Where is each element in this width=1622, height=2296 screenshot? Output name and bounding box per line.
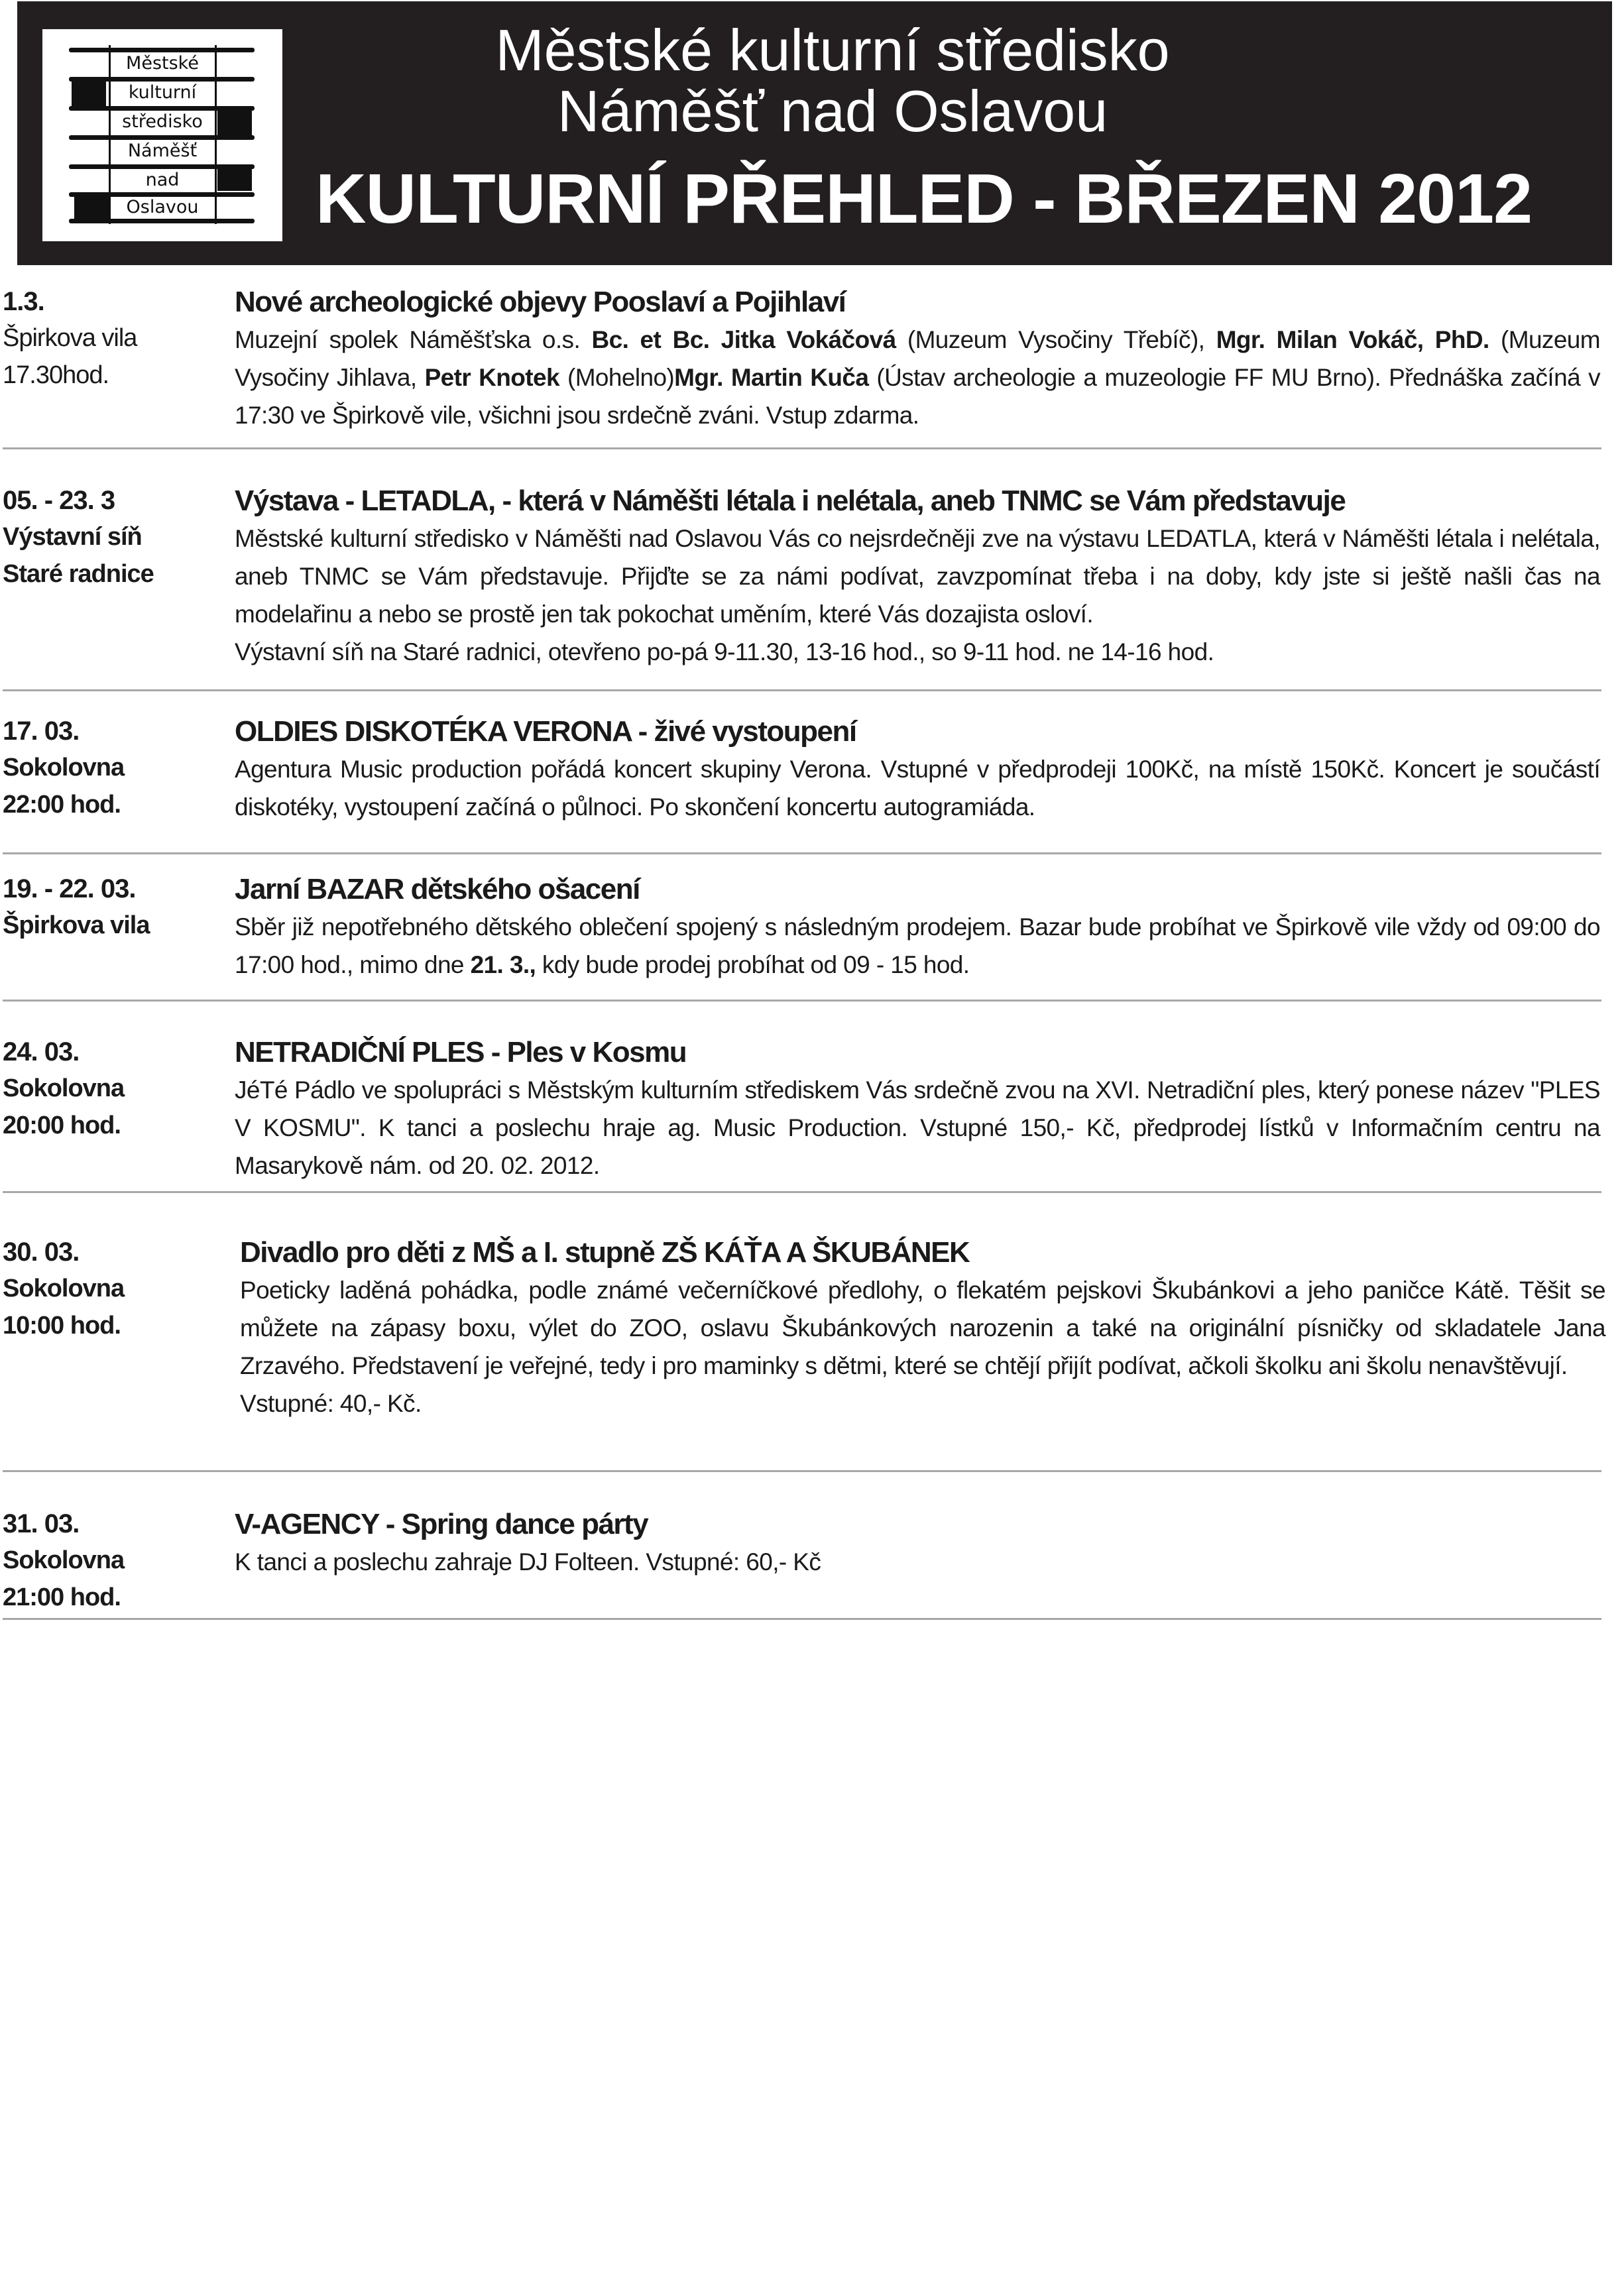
logo-word: Městské — [126, 53, 199, 74]
event-time: Staré radnice — [3, 560, 154, 588]
event-place: Sokolovna — [3, 1074, 125, 1102]
event-place: Výstavní síň — [3, 523, 142, 551]
event-title: Nové archeologické objevy Pooslaví a Pojihlaví — [235, 286, 846, 318]
event-title: Jarní BAZAR dětského ošacení — [235, 873, 640, 905]
event-date: 31. 03. — [3, 1509, 80, 1538]
event-text: (Muzeum Vysočiny Třebíč), — [896, 326, 1216, 353]
event-when-where — [3, 284, 221, 394]
event-title: NETRADIČNÍ PLES - Ples v Kosmu — [235, 1036, 687, 1068]
logo-word: kulturní — [128, 82, 197, 103]
event-paragraph — [235, 1543, 1600, 1581]
event-paragraph — [235, 750, 1600, 826]
event-description — [235, 1543, 1600, 1581]
event-divider — [3, 1000, 1601, 1002]
logo-line — [215, 45, 217, 224]
event-date: 19. - 22. 03. — [3, 874, 136, 903]
event-description — [235, 1071, 1600, 1184]
event-text: (Muzeum Vysočiny Jihlava, — [235, 326, 1600, 391]
event-divider — [3, 1618, 1601, 1620]
event-time: 21:00 hod. — [3, 1583, 121, 1611]
logo-block — [72, 80, 106, 106]
event-when-where — [3, 1234, 221, 1344]
event-when-where — [3, 1034, 221, 1144]
event-date: 05. - 23. 3 — [3, 486, 115, 515]
event-divider — [3, 1191, 1601, 1193]
logo-word: středisko — [122, 111, 203, 132]
event-description — [240, 1271, 1605, 1422]
event-text: Městské kulturní středisko v Náměšti nad Oslavou Vás co nejsrdečněji zve na výstavu LEDATLA, která v Náměšti létala i nelétala, aneb TNMC se Vám představuje. Přijďte se za námi podívat, zavzpomínat třeba i na doby, kdy jste si ještě našli čas na modelařinu a nebo se prostě jen tak pokochat uměním, které Vás dozajista osloví. — [235, 525, 1600, 628]
event-paragraph — [240, 1385, 1605, 1422]
event-place: Špirkova vila — [3, 911, 150, 939]
event-text: (Mohelno) — [559, 364, 675, 391]
logo-stripe — [69, 219, 255, 223]
event-text: Vstupné: 40,- Kč. — [240, 1390, 422, 1417]
event-description — [235, 908, 1600, 984]
logo — [42, 29, 282, 241]
event-details — [240, 1234, 1605, 1422]
event-description — [235, 321, 1600, 434]
event-details — [235, 483, 1600, 671]
logo-block — [74, 192, 109, 219]
event-time: 10:00 hod. — [3, 1312, 121, 1340]
event-date: 24. 03. — [3, 1037, 80, 1066]
event-text: Muzejní spolek Náměšťska o.s. — [235, 326, 592, 353]
logo-word: Náměšť — [127, 141, 198, 161]
event-when-where — [3, 483, 221, 593]
event-text: (Ústav archeologie a muzeologie FF MU Brno). Přednáška začíná v 17:30 ve Špirkově vile, všichni jsou srdečně zváni. Vstup zdarma. — [235, 364, 1600, 429]
event-when-where — [3, 713, 221, 823]
logo-stripe — [69, 48, 255, 52]
event-highlight: Mgr. Milan Vokáč, PhD. — [1216, 326, 1489, 353]
event-highlight: Petr Knotek — [424, 364, 559, 391]
logo-stripe — [69, 135, 255, 140]
event-when-where — [3, 1506, 221, 1616]
event-paragraph — [235, 908, 1600, 984]
event-when-where — [3, 871, 221, 944]
event-place: Sokolovna — [3, 754, 125, 781]
event-details — [235, 284, 1600, 434]
header-banner — [17, 1, 1612, 265]
event-paragraph — [235, 321, 1600, 434]
logo-word: Oslavou — [126, 197, 199, 217]
event-date: 1.3. — [3, 287, 44, 316]
logo-word: nad — [145, 170, 180, 190]
event-description — [235, 750, 1600, 826]
event-title: Divadlo pro děti z MŠ a I. stupně ZŠ KÁŤA A ŠKUBÁNEK — [240, 1236, 970, 1269]
event-paragraph — [240, 1271, 1605, 1385]
event-place: Sokolovna — [3, 1275, 125, 1302]
event-title: V-AGENCY - Spring dance párty — [235, 1508, 648, 1540]
event-details — [235, 1034, 1600, 1184]
event-paragraph — [235, 633, 1600, 671]
event-title: OLDIES DISKOTÉKA VERONA - živé vystoupení — [235, 715, 856, 748]
event-time: 17.30hod. — [3, 361, 109, 389]
event-title: Výstava - LETADLA, - která v Náměšti létala i nelétala, aneb TNMC se Vám představuje — [235, 485, 1346, 517]
event-details — [235, 871, 1600, 984]
event-divider — [3, 852, 1601, 854]
event-date: 17. 03. — [3, 717, 80, 746]
event-highlight: 21. 3., — [470, 951, 536, 978]
event-text: JéTé Pádlo ve spolupráci s Městským kulturním střediskem Vás srdečně zvou na XVI. Netradiční ples, který ponese název "PLES V KOSMU". K tanci a poslechu hraje ag. Music Production. Vstupné 150,- Kč, předprodej lístků v Informačním centru na Masarykově nám. od 20. 02. 2012. — [235, 1076, 1600, 1179]
event-text: K tanci a poslechu zahraje DJ Folteen. Vstupné: 60,- Kč — [235, 1548, 821, 1576]
event-paragraph — [235, 1071, 1600, 1184]
logo-block — [217, 164, 252, 191]
event-highlight: Bc. et Bc. Jitka Vokáčová — [591, 326, 896, 353]
event-divider — [3, 447, 1601, 449]
event-highlight: Mgr. Martin Kuča — [674, 364, 869, 391]
event-time: 22:00 hod. — [3, 791, 121, 819]
event-text: Výstavní síň na Staré radnici, otevřeno po-pá 9-11.30, 13-16 hod., so 9-11 hod. ne 14-16 hod. — [235, 638, 1214, 665]
event-date: 30. 03. — [3, 1237, 80, 1267]
event-description — [235, 520, 1600, 671]
event-text: kdy bude prodej probíhat od 09 - 15 hod. — [536, 951, 970, 978]
event-divider — [3, 689, 1601, 691]
organization-name: Městské kulturní středisko — [495, 17, 1170, 83]
page-title: KULTURNÍ PŘEHLED - BŘEZEN 2012 — [316, 160, 1533, 238]
event-paragraph — [235, 520, 1600, 633]
organization-town: Náměšť nad Oslavou — [557, 78, 1108, 144]
event-text: Sběr již nepotřebného dětského oblečení spojený s následným prodejem. Bazar bude probíhat ve Špirkově vile vždy od 09:00 do 17:00 hod., mimo dne — [235, 913, 1600, 978]
logo-block — [217, 109, 252, 135]
event-divider — [3, 1470, 1601, 1472]
event-details — [235, 1506, 1600, 1581]
event-time: 20:00 hod. — [3, 1112, 121, 1139]
event-place: Špirkova vila — [3, 324, 137, 352]
event-text: Agentura Music production pořádá koncert skupiny Verona. Vstupné v předprodeji 100Kč, na místě 150Kč. Koncert je součástí diskotéky, vystoupení začíná o půlnoci. Po skončení koncertu autogramiáda. — [235, 756, 1600, 821]
logo-graphic — [69, 45, 255, 224]
event-details — [235, 713, 1600, 826]
event-text: Poeticky laděná pohádka, podle známé večerníčkové předlohy, o flekatém pejskovi Škubánkovi a jeho paničce Kátě. Těšit se můžete na zápasy boxu, výlet do ZOO, oslavu Škubánkových narozenin a také na originální písničky od skladatele Jana Zrzavého. Představení je veřejné, tedy i pro maminky s dětmi, které se chtějí přijít podívat, ačkoli školku ani školu nenavštěvují. — [240, 1277, 1605, 1379]
event-place: Sokolovna — [3, 1546, 125, 1574]
